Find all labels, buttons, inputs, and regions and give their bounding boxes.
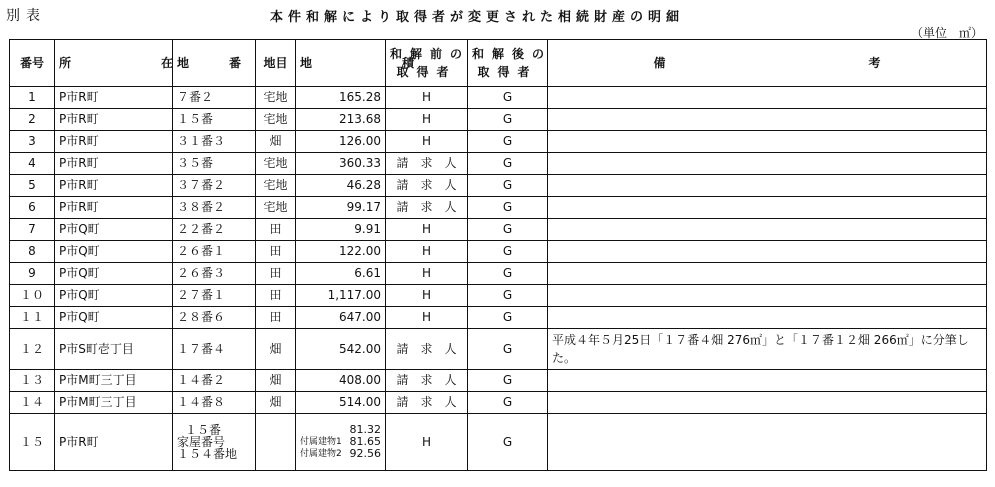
cell-category: 田 (256, 307, 296, 329)
cell-area: 9.91 (296, 219, 386, 241)
cell-after: G (468, 414, 548, 471)
cell-location: P市Q町 (55, 263, 173, 285)
cell-area: 360.33 (296, 153, 386, 175)
cell-num: 9 (10, 263, 55, 285)
cell-note (548, 263, 987, 285)
header-before-line2: 取得者 (396, 65, 457, 79)
cell-area: 213.68 (296, 109, 386, 131)
cell-category: 田 (256, 219, 296, 241)
cell-location: P市R町 (55, 131, 173, 153)
cell-lot: ３１番３ (173, 131, 256, 153)
cell-num: 8 (10, 241, 55, 263)
header-after-line2: 取得者 (477, 65, 538, 79)
header-category: 地目 (256, 40, 296, 87)
cell-num: １２ (10, 329, 55, 370)
table-row (10, 87, 987, 109)
cell-area: 99.17 (296, 197, 386, 219)
cell-num: １１ (10, 307, 55, 329)
cell-area: 514.00 (296, 392, 386, 414)
cell-lot: ２６番１ (173, 241, 256, 263)
cell-lot: １７番４ (173, 329, 256, 370)
cell-category: 畑 (256, 131, 296, 153)
cell-after: G (468, 329, 548, 370)
cell-category: 田 (256, 241, 296, 263)
cell-num: １３ (10, 370, 55, 392)
cell-before: H (386, 87, 468, 109)
cell-after: G (468, 307, 548, 329)
cell-location: P市R町 (55, 153, 173, 175)
doc-label: 別表 (6, 8, 46, 24)
cell-num: 7 (10, 219, 55, 241)
cell-area: 542.00 (296, 329, 386, 370)
cell-before: 請 求 人 (386, 153, 468, 175)
table-row (10, 414, 987, 471)
cell-area: 122.00 (296, 241, 386, 263)
cell-location: P市R町 (55, 87, 173, 109)
header-row (10, 40, 987, 87)
table-row (10, 219, 987, 241)
cell-note (548, 285, 987, 307)
cell-location: P市Q町 (55, 241, 173, 263)
cell-after: G (468, 219, 548, 241)
cell-note (548, 87, 987, 109)
header-after (468, 40, 553, 87)
cell-before: H (386, 263, 468, 285)
cell-area: 165.28 (296, 87, 386, 109)
annex-label-2: 付属建物2 (300, 449, 342, 459)
cell-category: 畑 (256, 370, 296, 392)
cell-before: 請 求 人 (386, 329, 468, 370)
cell-lot: １４番８ (173, 392, 256, 414)
cell-note (548, 392, 987, 414)
cell-num: １５ (10, 414, 55, 471)
cell-area (296, 414, 386, 471)
header-notes-2: 考 (868, 55, 881, 70)
cell-after: G (468, 131, 548, 153)
table-row (10, 197, 987, 219)
header-after-line1: 和解後の (472, 47, 553, 61)
cell-after: G (468, 175, 548, 197)
cell-category: 宅地 (256, 153, 296, 175)
lot-line-2: 家屋番号 (177, 435, 226, 449)
cell-num: 4 (10, 153, 55, 175)
cell-num: 6 (10, 197, 55, 219)
lot-line-3: １５４番地 (177, 447, 238, 461)
cell-note (548, 153, 987, 175)
cell-category: 畑 (256, 392, 296, 414)
cell-location: P市R町 (55, 197, 173, 219)
header-area: 地 積 (296, 40, 386, 87)
cell-after: G (468, 197, 548, 219)
cell-location: P市Q町 (55, 285, 173, 307)
cell-note (548, 219, 987, 241)
cell-area: 408.00 (296, 370, 386, 392)
cell-note (548, 370, 987, 392)
cell-location: P市S町壱丁目 (55, 329, 173, 370)
cell-after: G (468, 285, 548, 307)
cell-after: G (468, 87, 548, 109)
area-value-2: 81.65 (349, 435, 381, 448)
cell-note (548, 109, 987, 131)
cell-category: 宅地 (256, 87, 296, 109)
cell-note (548, 241, 987, 263)
cell-before: H (386, 109, 468, 131)
cell-lot: １４番２ (173, 370, 256, 392)
cell-category (256, 414, 296, 471)
cell-category: 畑 (256, 329, 296, 370)
cell-area: 647.00 (296, 307, 386, 329)
cell-lot: ２７番１ (173, 285, 256, 307)
cell-lot: ２６番３ (173, 263, 256, 285)
cell-num: １０ (10, 285, 55, 307)
cell-before: H (386, 241, 468, 263)
header-num: 番号 (10, 40, 55, 87)
cell-before: 請 求 人 (386, 197, 468, 219)
header-before-line1: 和解前の (390, 47, 471, 61)
annex-label-1: 付属建物1 (300, 437, 342, 447)
property-table (9, 39, 987, 471)
cell-location: P市M町三丁目 (55, 370, 173, 392)
cell-num: 1 (10, 87, 55, 109)
lot-line-1: １５番 (185, 423, 222, 437)
cell-category: 田 (256, 263, 296, 285)
cell-area: 126.00 (296, 131, 386, 153)
cell-note (548, 414, 987, 471)
table-row (10, 392, 987, 414)
table-row (10, 263, 987, 285)
table-row (10, 307, 987, 329)
cell-category: 宅地 (256, 175, 296, 197)
cell-note (548, 131, 987, 153)
cell-note (548, 175, 987, 197)
table-row (10, 370, 987, 392)
header-location: 所 在 (55, 40, 173, 87)
table-row (10, 109, 987, 131)
cell-category: 宅地 (256, 109, 296, 131)
cell-before: H (386, 307, 468, 329)
cell-lot: ２８番６ (173, 307, 256, 329)
cell-num: １４ (10, 392, 55, 414)
cell-location: P市Q町 (55, 307, 173, 329)
cell-category: 宅地 (256, 197, 296, 219)
cell-before: H (386, 131, 468, 153)
table-body (10, 87, 987, 471)
cell-after: G (468, 109, 548, 131)
cell-location: P市Q町 (55, 219, 173, 241)
area-line-3 (300, 448, 381, 460)
cell-after: G (468, 241, 548, 263)
cell-note (548, 307, 987, 329)
cell-note (548, 197, 987, 219)
cell-location: P市R町 (55, 414, 173, 471)
table-row (10, 329, 987, 370)
table-row (10, 285, 987, 307)
cell-before: 請 求 人 (386, 392, 468, 414)
cell-before: 請 求 人 (386, 370, 468, 392)
cell-note: 平成４年５月25日「１７番４畑 276㎡」と「１７番１２畑 266㎡」に分筆した。 (548, 329, 987, 370)
header-before (386, 40, 471, 87)
area-value-1: 81.32 (349, 423, 381, 436)
cell-before: H (386, 219, 468, 241)
header-notes-1: 備 (653, 55, 666, 70)
cell-after: G (468, 392, 548, 414)
table-row (10, 131, 987, 153)
cell-num: 3 (10, 131, 55, 153)
cell-lot: ３７番２ (173, 175, 256, 197)
doc-title: 本件和解により取得者が変更された相続財産の明細 (270, 10, 685, 25)
cell-location: P市R町 (55, 175, 173, 197)
cell-after: G (468, 153, 548, 175)
cell-num: 2 (10, 109, 55, 131)
cell-lot: ３５番 (173, 153, 256, 175)
table-row (10, 241, 987, 263)
cell-area: 46.28 (296, 175, 386, 197)
header-lot: 地 番 (173, 40, 256, 87)
cell-area: 6.61 (296, 263, 386, 285)
cell-before: H (386, 414, 468, 471)
cell-lot: ３８番２ (173, 197, 256, 219)
unit-label: （単位 ㎡） (910, 26, 983, 40)
area-value-3: 92.56 (349, 447, 381, 460)
cell-num: 5 (10, 175, 55, 197)
header-notes (548, 40, 987, 87)
cell-lot: １５番 (173, 109, 256, 131)
cell-after: G (468, 370, 548, 392)
cell-lot: ７番２ (173, 87, 256, 109)
cell-area: 1,117.00 (296, 285, 386, 307)
cell-location: P市R町 (55, 109, 173, 131)
cell-lot: ２２番２ (173, 219, 256, 241)
cell-before: H (386, 285, 468, 307)
cell-lot (173, 414, 256, 471)
cell-before: 請 求 人 (386, 175, 468, 197)
cell-category: 田 (256, 285, 296, 307)
cell-location: P市M町三丁目 (55, 392, 173, 414)
table-row (10, 153, 987, 175)
cell-after: G (468, 263, 548, 285)
table-row (10, 175, 987, 197)
